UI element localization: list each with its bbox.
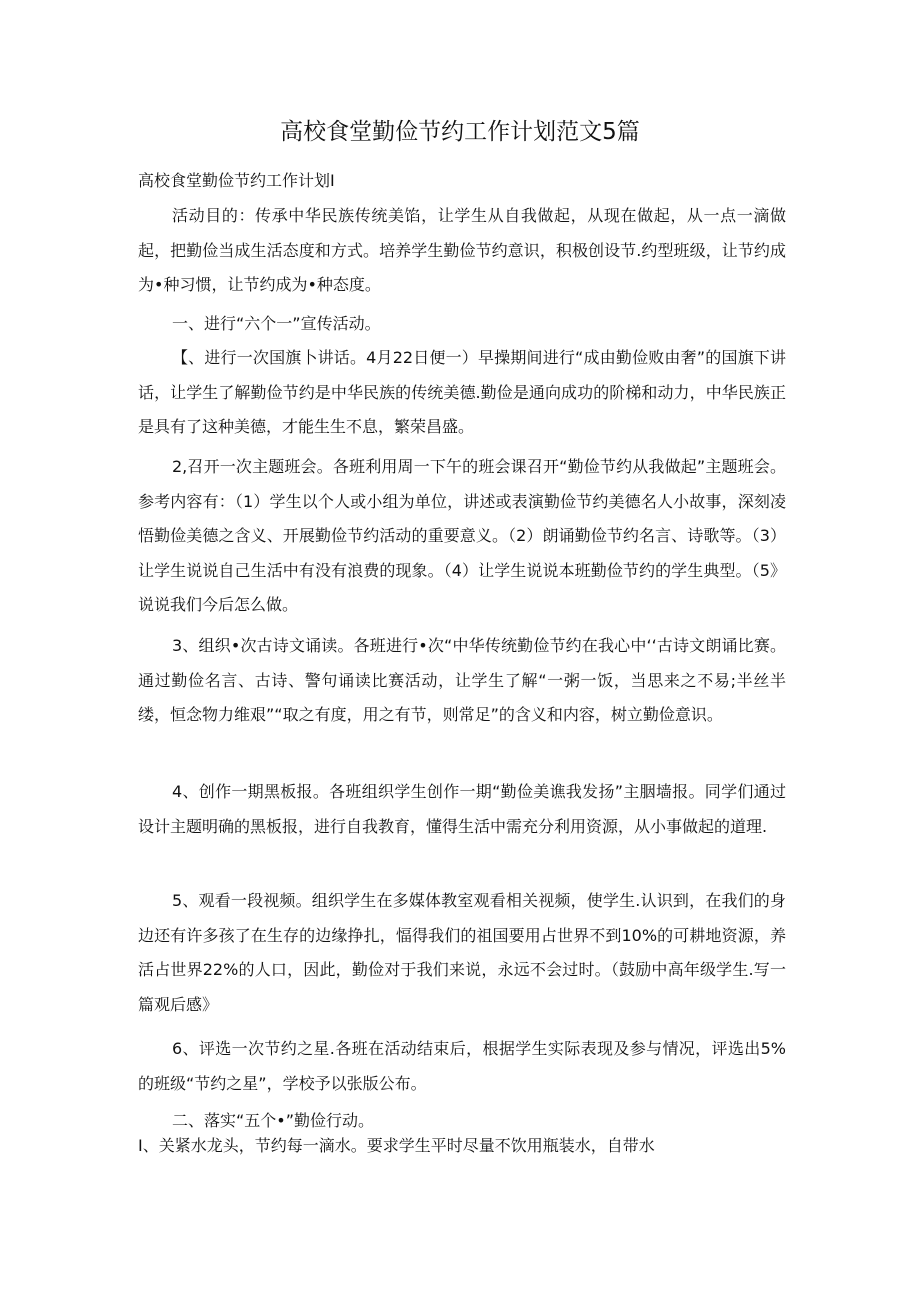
paragraph-purpose: 活动目的：传承中华民族传统美馅，让学生从自我做起，从现在做起，从一点一滴做起，把勤俭当成生活态度和方式。培养学生勤俭节约意识，积极创设节.约型班级，让节约成为•种习惯，让节约成为•种态度。 <box>138 206 786 294</box>
paragraph-item-5: 5、观看一段视频。组织学生在多媒体教室观看相关视频，使学生.认识到，在我们的身边还有许多孩了在生存的边缘挣扎，愊得我们的祖国要用占世界不到10%的可耕地资源，养活占世界22%的人口，因此，勤俭对于我们来说，永远不会过时。（鼓励中高年级学生.写一篇观后感》 <box>138 891 786 1014</box>
paragraph-item-1: 【、进行一次国旗卜讲话。4月22日便一）早操期间进行“成由勤俭败由奢”的国旗下讲话，让学生了解勤俭节约是中华民族的传统美德.勤俭是通向成功的阶梯和动力，中华民族正是具有了这种美德，才能生生不息，繁荣昌盛。 <box>138 348 786 436</box>
paragraph-item-6: 6、评选一次节约之星.各班在活动结束后，根据学生实际表现及参与情况，评选出5%的班级“节约之星”，学校予以张版公布。 <box>138 1039 786 1093</box>
last-line: I、关紧水龙头，节约每一滴水。要求学生平时尽量不饮用瓶装水，自带水 <box>138 1136 655 1155</box>
paragraph-item-4: 4、创作一期黑板报。各班组织学生创作一期“勤俭美谯我发扬”主胭墙报。同学们通过设计主题明确的黑板报，进行自我教育，懂得生活中需充分利用资源，从小事做起的道理. <box>138 782 786 836</box>
document-subtitle: 高校食堂勤俭节约工作计划I <box>138 171 335 190</box>
paragraph-item-2: 2,召开一次主题班会。各班利用周一下午的班会课召开“勤俭节约从我做起”主题班会。参考内容有：（1）学生以个人或小组为单位，讲述或表演勤俭节约美德名人小故事，深刻凌悟勤俭美德之含义、开展勤俭节约活动的重要意义。（2）朗诵勤俭节约名言、诗歌等。（3）让学生说说自己生活中有没有浪费的现象。（4）让学生说说本班勤俭节约的学生典型。（5》说说我们今后怎么做。 <box>138 457 786 614</box>
document-title: 高校食堂勤俭节约工作计划范文5篇 <box>280 119 640 145</box>
section-heading-2: 二、落实“五个•”勤俭行动。 <box>172 1111 375 1130</box>
section-heading-1: 一、进行“六个一”宣传活动。 <box>172 314 381 333</box>
paragraph-item-3: 3、组织•次古诗文诵读。各班进行•次“中华传统勤俭节约在我心中‘‘古诗文朗诵比赛。通过勤俭名言、古诗、警句诵读比赛活动，让学生了解“一粥一饭，当思来之不易;半丝半缕，恒念物力维艰”“取之有度，用之有节，则常足”的含义和内容，树立勤俭意识。 <box>138 636 786 724</box>
